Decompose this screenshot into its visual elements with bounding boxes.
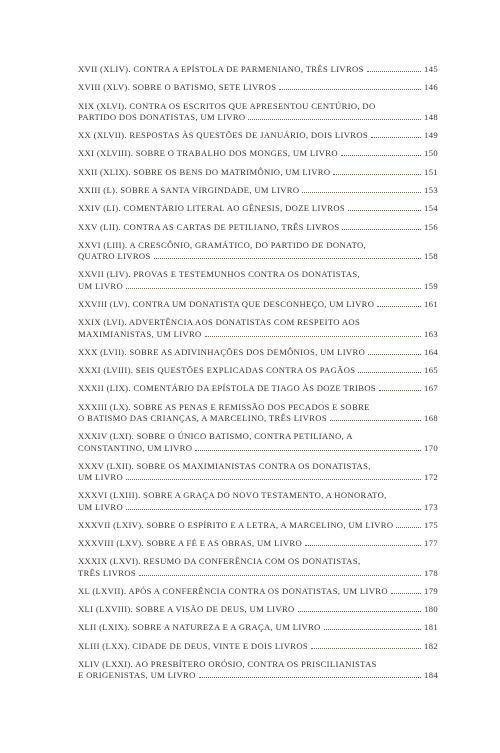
toc-entry-title-line: UM LIVRO [78,472,124,483]
toc-entry [78,365,438,377]
toc-entry-last-line [78,329,438,341]
toc-entry-page-number: 173 [424,501,438,512]
toc-entry-last-line [78,130,438,142]
toc-entry-page-number: 146 [424,82,438,93]
toc-entry-page-number: 184 [424,670,438,681]
toc-entry-last-line [78,167,438,179]
toc-entry-title-line: XXXIII (LX). SOBRE AS PENAS E REMISSÃO DOS PECADOS E SOBRE [78,401,370,412]
dot-leader [139,575,421,576]
toc-entry-title-line: XXXI (LVIII). SEIS QUESTÕES EXPLICADAS CONTRA OS PAGÃOS [78,364,356,375]
toc-entry [78,222,438,234]
toc-entry [78,299,438,311]
toc-entry-last-line [78,538,438,550]
toc-entry [78,586,438,598]
toc-entry [78,461,438,484]
toc-entry-page-number: 170 [424,442,438,453]
toc-entry-last-line [78,185,438,197]
toc-entry-title-line: XXXVIII (LXV). SOBRE A FÉ E AS OBRAS, UM LIVRO [78,537,303,548]
toc-entry-last-line [78,520,438,532]
toc-entry-page-number: 167 [424,383,438,394]
toc-entry-title-line: MAXIMIANISTAS, UM LIVRO [78,328,202,339]
dot-leader [371,137,421,138]
toc-entry-page-number: 150 [424,148,438,159]
toc-entry-last-line [78,641,438,653]
dot-leader [279,89,421,90]
dot-leader [341,155,421,156]
toc-entry-last-line [78,299,438,311]
dot-leader [199,677,421,678]
toc-entry [78,317,438,340]
toc-entry [78,203,438,215]
toc-entry-title-line: XLIV (LXXI). AO PRESBÍTERO ORÓSIO, CONTRA OS PRISCILIANISTAS [78,658,377,669]
toc-entry-title-line: XXXIX (LXVI). RESUMO DA CONFERÊNCIA COM OS DONATISTAS, [78,556,361,567]
dot-leader [126,479,421,480]
toc-entry-page-number: 179 [424,585,438,596]
toc-entry-last-line [78,112,438,124]
dot-leader [248,119,421,120]
toc-entry [78,520,438,532]
dot-leader [311,648,421,649]
dot-leader [377,306,421,307]
toc-entry [78,148,438,160]
dot-leader [333,174,421,175]
toc-entry-title-line: XXXIV (LXI). SOBRE O ÚNICO BATISMO, CONTRA PETILIANO, A [78,431,353,442]
toc-entry [78,185,438,197]
toc-entry-page-number: 163 [424,328,438,339]
toc-entry-page-number: 175 [424,519,438,530]
dot-leader [126,509,421,510]
toc-entry-title-line: E ORIGENISTAS, UM LIVRO [78,670,196,681]
toc-entry-page-number: 151 [424,166,438,177]
dot-leader [342,229,421,230]
toc-entry-page-number: 153 [424,184,438,195]
toc-entry-page-number: 159 [424,280,438,291]
toc-entry-last-line [78,222,438,234]
toc-entry [78,659,438,682]
toc-entry-title-line: XXI (XLVIII). SOBRE O TRABALHO DOS MONGES, UM LIVRO [78,148,338,159]
toc-entry-page-number: 182 [424,640,438,651]
dot-leader [396,527,421,528]
dot-leader [391,593,421,594]
toc-entry-title-line: XXXVI (LXIII). SOBRE A GRAÇA DO NOVO TESTAMENTO, A HONORATO, [78,490,387,501]
toc-entry-title-line: QUATRO LIVROS [78,251,151,262]
toc-entry-page-number: 165 [424,364,438,375]
dot-leader [302,192,421,193]
toc-entry-page-number: 145 [424,64,438,74]
toc-entry-title-line: XXII (XLIX). SOBRE OS BENS DO MATRIMÔNIO, UM LIVRO [78,166,331,177]
toc-entry [78,269,438,292]
toc-entry-title-line: XLII (LXIX). SOBRE A NATUREZA E A GRAÇA, UM LIVRO [78,622,321,633]
toc-entry-page-number: 154 [424,203,438,214]
toc-entry-last-line [78,568,438,580]
toc-entry-title-line: UM LIVRO [78,280,124,291]
toc-entry [78,101,438,124]
toc-entry-title-line: XXXV (LXII). SOBRE OS MAXIMIANISTAS CONTRA OS DONATISTAS, [78,460,371,471]
toc-entry [78,402,438,425]
toc-entry-last-line [78,347,438,359]
toc-entry [78,538,438,550]
toc-entry [78,240,438,263]
toc-entry-page-number: 161 [424,298,438,309]
toc-entry-page-number: 180 [424,603,438,614]
toc-entry-last-line [78,203,438,215]
toc-entry-page-number: 177 [424,537,438,548]
toc-entry-title-line: XXVII (LIV). PROVAS E TESTEMUNHOS CONTRA OS DONATISTAS, [78,269,361,280]
table-of-contents [78,64,438,688]
toc-entry-title-line: XIX (XLVI). CONTRA OS ESCRITOS QUE APRESENTOU CENTÚRIO, DO [78,100,376,111]
toc-entry [78,64,438,76]
toc-entry [78,622,438,634]
toc-entry-last-line [78,64,438,76]
toc-entry [78,347,438,359]
toc-entry-page-number: 172 [424,472,438,483]
toc-entry-title-line: O BATISMO DAS CRIANÇAS, A MARCELINO, TRÊS LIVROS [78,413,327,424]
toc-entry-page-number: 181 [424,622,438,633]
dot-leader [305,545,421,546]
toc-entry-title-line: XXXII (LIX). COMENTÁRIO DA EPÍSTOLA DE TIAGO ÀS DOZE TRIBOS [78,383,377,394]
toc-entry-last-line [78,148,438,160]
dot-leader [368,354,421,355]
toc-entry-last-line [78,472,438,484]
toc-entry-last-line [78,622,438,634]
toc-entry-title-line: PARTIDO DOS DONATISTAS, UM LIVRO [78,112,246,123]
toc-entry-title-line: XXIV (LI). COMENTÁRIO LITERAL AO GÊNESIS, DOZE LIVROS [78,203,346,214]
toc-entry [78,604,438,616]
toc-entry-last-line [78,670,438,682]
dot-leader [330,420,421,421]
toc-entry-title-line: XVIII (XLV). SOBRE O BATISMO, SETE LIVROS [78,82,277,93]
toc-entry-page-number: 158 [424,251,438,262]
toc-entry-last-line [78,443,438,455]
toc-entry-title-line: XXV (LII). CONTRA AS CARTAS DE PETILIANO, TRÊS LIVROS [78,221,340,232]
toc-entry-last-line [78,281,438,293]
toc-entry-title-line: XXVIII (LV). CONTRA UM DONATISTA QUE DESCONHEÇO, UM LIVRO [78,298,375,309]
toc-entry-title-line: CONSTANTINO, UM LIVRO [78,442,193,453]
toc-entry-title-line: XLIII (LXX). CIDADE DE DEUS, VINTE E DOIS LIVROS [78,640,309,651]
toc-entry-page-number: 156 [424,221,438,232]
toc-entry-last-line [78,251,438,263]
dot-leader [298,611,421,612]
toc-entry-page-number: 168 [424,413,438,424]
toc-entry-title-line: TRÊS LIVROS [78,567,137,578]
toc-entry-title-line: XVII (XLIV). CONTRA A EPÍSTOLA DE PARMENIANO, TRÊS LIVROS [78,64,364,74]
toc-entry-page-number: 178 [424,567,438,578]
toc-entry-last-line [78,604,438,616]
toc-entry-page-number: 148 [424,112,438,123]
toc-entry-last-line [78,502,438,514]
dot-leader [324,629,421,630]
toc-entry-last-line [78,586,438,598]
toc-entry [78,490,438,513]
toc-entry-title-line: XLI (LXVIII). SOBRE A VISÃO DE DEUS, UM LIVRO [78,603,295,614]
toc-entry [78,167,438,179]
toc-entry-title-line: XXIII (L). SOBRE A SANTA VIRGINDADE, UM LIVRO [78,184,300,195]
dot-leader [154,258,421,259]
toc-entry-title-line: XXX (LVII). SOBRE AS ADIVINHAÇÕES DOS DEMÔNIOS, UM LIVRO [78,346,366,357]
dot-leader [367,71,421,72]
toc-entry-title-line: XXXVII (LXIV). SOBRE O ESPÍRITO E A LETRA, A MARCELINO, UM LIVRO [78,519,394,530]
toc-entry-last-line [78,365,438,377]
dot-leader [348,210,421,211]
toc-entry [78,130,438,142]
toc-entry [78,383,438,395]
dot-leader [126,288,421,289]
toc-entry-title-line: UM LIVRO [78,501,124,512]
toc-entry-last-line [78,413,438,425]
toc-entry [78,82,438,94]
toc-entry [78,641,438,653]
toc-entry-title-line: XX (XLVII). RESPOSTAS ÀS QUESTÕES DE JANUÁRIO, DOIS LIVROS [78,130,369,141]
dot-leader [358,372,421,373]
toc-entry-page-number: 149 [424,130,438,141]
toc-entry-title-line: XXIX (LVI). ADVERTÊNCIA AOS DONATISTAS COM RESPEITO AOS [78,317,361,328]
toc-entry-title-line: XXVI (LIII). A CRESCÔNIO, GRAMÁTICO, DO PARTIDO DE DONATO, [78,239,367,250]
dot-leader [195,450,421,451]
dot-leader [205,336,421,337]
toc-entry-last-line [78,383,438,395]
toc-entry-page-number: 164 [424,346,438,357]
dot-leader [379,390,421,391]
toc-entry-title-line: XL (LXVII). APÓS A CONFERÊNCIA CONTRA OS DONATISTAS, UM LIVRO [78,585,388,596]
toc-entry-last-line [78,82,438,94]
toc-entry [78,431,438,454]
toc-entry [78,556,438,579]
